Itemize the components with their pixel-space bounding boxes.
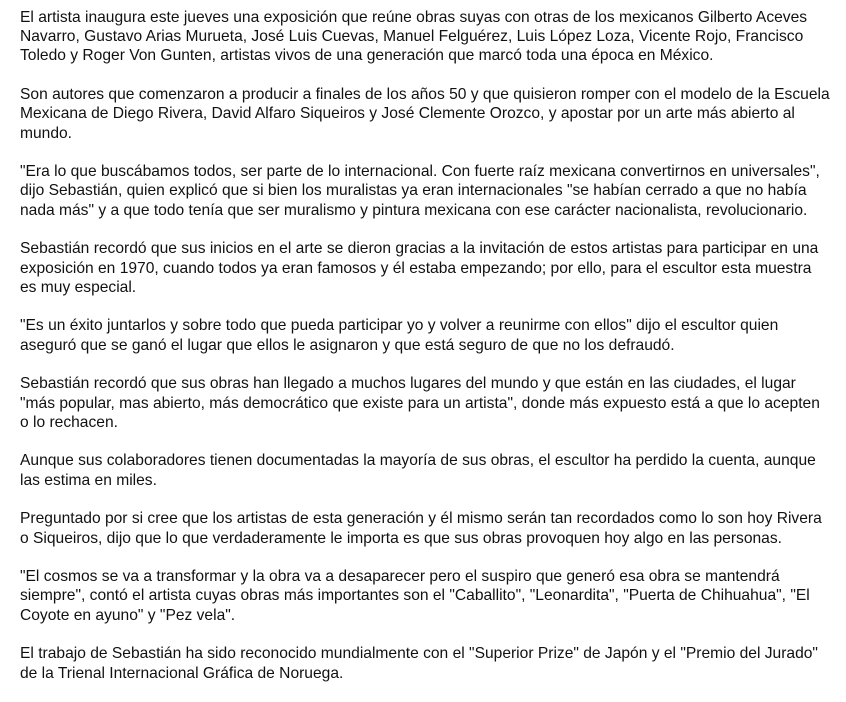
paragraph: Aunque sus colaboradores tienen documentadas la mayoría de sus obras, el escultor ha perdido la cuenta, aunque las estima en miles. — [20, 452, 816, 489]
paragraph: "Era lo que buscábamos todos, ser parte de lo internacional. Con fuerte raíz mexicana convertirnos en universales", dijo Sebastián, quien explicó que si bien los muralistas ya eran internacionales "se habían cerrado a que no había nada más" y a que todo tenía que ser muralismo y pintura mexicana con ese carácter nacionalista, revolucionario. — [20, 163, 820, 219]
paragraph: "Es un éxito juntarlos y sobre todo que pueda participar yo y volver a reunirme con ellos" dijo el escultor quien aseguró que se ganó el lugar que ellos le asignaron y que está seguro de que no los defraudó. — [20, 317, 779, 354]
paragraph: Sebastián recordó que sus inicios en el arte se dieron gracias a la invitación de estos artistas para participar en una exposición en 1970, cuando todos ya eran famosos y él estaba empezando; por ello, para el escultor esta muestra es muy especial. — [20, 240, 819, 296]
article-body — [20, 8, 830, 702]
paragraph: Preguntado por si cree que los artistas de esta generación y él mismo serán tan recordados como lo son hoy Rivera o Siqueiros, dijo que lo que verdaderamente le importa es que sus obras provoquen hoy algo en las personas. — [20, 510, 822, 547]
paragraph: El trabajo de Sebastián ha sido reconocido mundialmente con el "Superior Prize" de Japón y el "Premio del Jurado" de la Trienal Internacional Gráfica de Noruega. — [20, 645, 818, 682]
paragraph: Son autores que comenzaron a producir a finales de los años 50 y que quisieron romper con el modelo de la Escuela Mexicana de Diego Rivera, David Alfaro Siqueiros y José Clemente Orozco, y apostar por un arte más abierto al mundo. — [20, 86, 830, 142]
paragraph: El artista inaugura este jueves una exposición que reúne obras suyas con otras de los mexicanos Gilberto Aceves Navarro, Gustavo Arias Murueta, José Luis Cuevas, Manuel Felguérez, Luis López Loza, Vicente Rojo, Francisco Toledo y Roger Von Gunten, artistas vivos de una generación que marcó toda una época en México. — [20, 9, 808, 65]
paragraph: Sebastián recordó que sus obras han llegado a muchos lugares del mundo y que están en las ciudades, el lugar "más popular, mas abierto, más democrático que existe para un artista", donde más expuesto está a que lo acepten o lo rechacen. — [20, 375, 820, 431]
paragraph: "El cosmos se va a transformar y la obra va a desaparecer pero el suspiro que generó esa obra se mantendrá siempre", contó el artista cuyas obras más importantes son el "Caballito", "Leonardita", "Puerta de Chihuahua", "El Coyote en ayuno" y "Pez vela". — [20, 568, 810, 624]
